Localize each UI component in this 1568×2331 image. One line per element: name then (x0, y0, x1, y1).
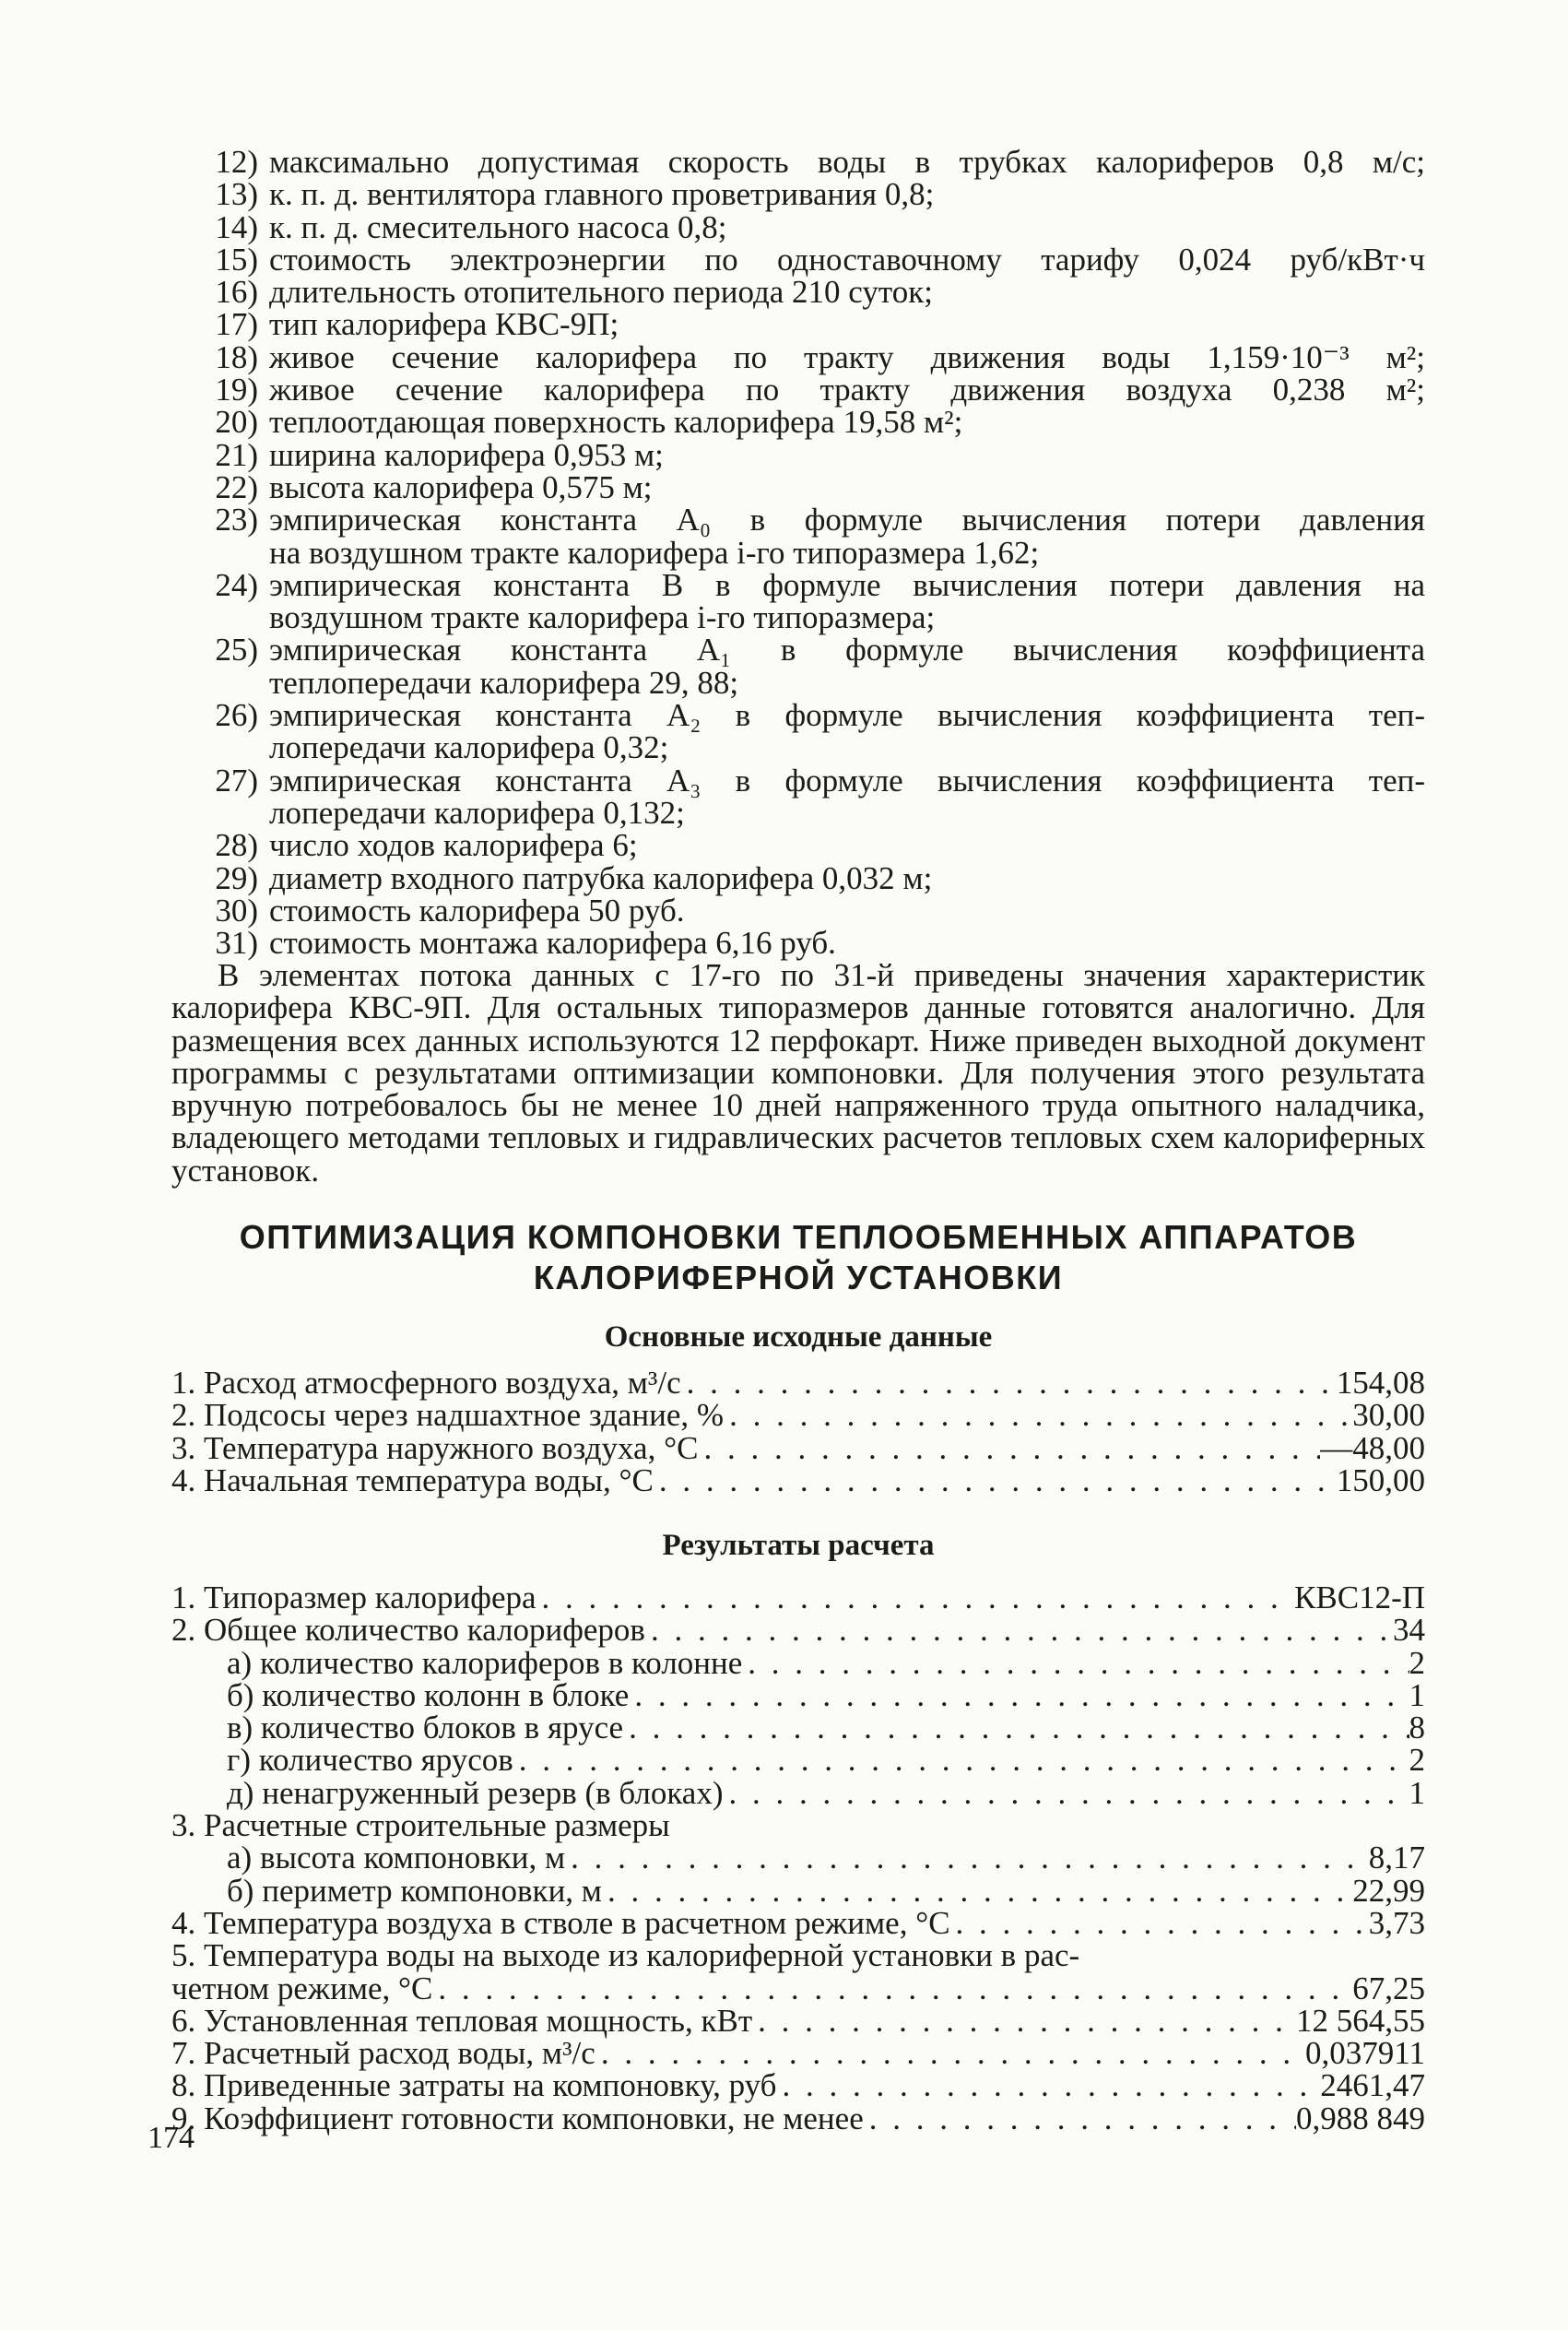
list-item: 23) эмпирическая константа A₀ в формуле вычисления потери давления (215, 502, 1425, 538)
parameter-list (208, 144, 1425, 962)
list-item: 27) эмпирическая константа A₃ в формуле вычисления коэффициента теп- (215, 762, 1425, 799)
table-row: д) ненагруженный резерв (в блоках) . . . 1 (171, 1777, 1425, 1809)
table-row: 7. Расчетный расход воды, м³/с . . . 0,037911 (171, 2037, 1425, 2069)
section-heading: ОПТИМИЗАЦИЯ КОМПОНОВКИ ТЕПЛООБМЕННЫХ АППАРАТОВ КАЛОРИФЕРНОЙ УСТАНОВКИ (239, 1218, 1358, 1296)
table-row: б) периметр компоновки, м . . . 22,99 (171, 1875, 1425, 1907)
table-row: а) количество калориферов в колонне . . . 2 (171, 1647, 1425, 1679)
list-item-continuation: на воздушном тракте калорифера i-го типоразмера 1,62; (269, 534, 1040, 571)
table-row: 2. Общее количество калориферов . . . 34 (171, 1614, 1425, 1646)
list-item: 12) максимально допустимая скорость воды в трубках калориферов 0,8 м/с; (215, 144, 1425, 180)
list-item: 19) живое сечение калорифера по тракту движения воздуха 0,238 м²; (215, 372, 1425, 408)
list-item: 31) стоимость монтажа калорифера 6,16 руб. (215, 925, 836, 962)
list-item-continuation: лопередачи калорифера 0,32; (269, 729, 669, 766)
table-row: 8. Приведенные затраты на компоновку, руб . . . 2461,47 (171, 2069, 1425, 2101)
table-row: а) высота компоновки, м . . . 8,17 (171, 1841, 1425, 1874)
table-row: 4. Начальная температура воды, °С . . . 150,00 (171, 1464, 1425, 1497)
list-item: 13) к. п. д. вентилятора главного проветривания 0,8; (215, 176, 935, 213)
list-item: 26) эмпирическая константа A₂ в формуле вычисления коэффициента теп- (215, 697, 1425, 734)
list-item: 30) стоимость калорифера 50 руб. (215, 892, 685, 929)
list-item: 15) стоимость электроэнергии по одноставочному тарифу 0,024 руб/кВт·ч (215, 241, 1425, 278)
table-row: 1. Типоразмер калорифера . . . КВС12-П (171, 1581, 1425, 1614)
list-item: 14) к. п. д. смесительного насоса 0,8; (215, 208, 727, 245)
list-item: 20) теплоотдающая поверхность калорифера 19,58 м²; (215, 404, 963, 441)
table-row: 2. Подсосы через надшахтное здание, % . . . 30,00 (171, 1399, 1425, 1431)
table-row: 6. Установленная тепловая мощность, кВт . . . 12 564,55 (171, 2005, 1425, 2037)
table-row: 1. Расход атмосферного воздуха, м³/с . . . 154,08 (171, 1367, 1425, 1399)
table-row: в) количество блоков в ярусе . . . 8 (171, 1711, 1425, 1744)
list-item-continuation: теплопередачи калорифера 29, 88; (269, 664, 739, 701)
table-row: 5. Температура воды на выходе из калориферной установки в рас- (171, 1937, 1080, 1974)
list-item: 16) длительность отопительного периода 210 суток; (215, 274, 933, 311)
table-row: 9. Коэффициент готовности компоновки, не менее . . . 0,988 849 (171, 2102, 1425, 2135)
list-item-continuation: лопередачи калорифера 0,132; (269, 794, 685, 831)
table-row: г) количество ярусов . . . 2 (171, 1744, 1425, 1776)
results-table (171, 1581, 1425, 2135)
list-item: 17) тип калорифера КВС-9П; (215, 306, 619, 343)
list-item-continuation: воздушном тракте калорифера i-го типоразмера; (269, 599, 936, 636)
list-item: 21) ширина калорифера 0,953 м; (215, 436, 664, 473)
list-item: 29) диаметр входного патрубка калорифера 0,032 м; (215, 859, 933, 896)
initial-data-title: Основные исходные данные (604, 1320, 993, 1354)
list-item: 18) живое сечение калорифера по тракту движения воды 1,159·10⁻³ м²; (215, 338, 1425, 375)
list-item: 25) эмпирическая константа A₁ в формуле вычисления коэффициента (215, 632, 1425, 669)
list-item: 28) число ходов калорифера 6; (215, 827, 638, 864)
page-number: 174 (147, 2121, 195, 2155)
initial-data-table (171, 1367, 1425, 1497)
results-title: Результаты расчета (662, 1529, 935, 1562)
table-row: четном режиме, °С . . . 67,25 (171, 1972, 1425, 2005)
table-row: 3. Температура наружного воздуха, °С . . . —48,00 (171, 1432, 1425, 1464)
table-row: б) количество колонн в блоке . . . 1 (171, 1679, 1425, 1711)
table-row: 4. Температура воздуха в стволе в расчетном режиме, °С . . . 3,73 (171, 1907, 1425, 1939)
list-item: 22) высота калорифера 0,575 м; (215, 468, 653, 505)
list-item: 24) эмпирическая константа B в формуле вычисления потери давления на (215, 566, 1425, 603)
table-row: 3. Расчетные строительные размеры (171, 1807, 670, 1844)
body-paragraph: В элементах потока данных с 17-го по 31-й приведены значения характеристик калорифера КВС-9П. Для остальных типоразмеров данные готовятся аналогично. Для размещения всех данных используются 12 перфокарт. Ниже приведен выходной документ программы с результатами оптимизации компоновки. Для получения этого результата вручную потребовалось бы не менее 10 дней напряженного труда опытного наладчика, владеющего методами тепловых и гидравлических расчетов тепловых схем калориферных установок. (171, 957, 1425, 1189)
